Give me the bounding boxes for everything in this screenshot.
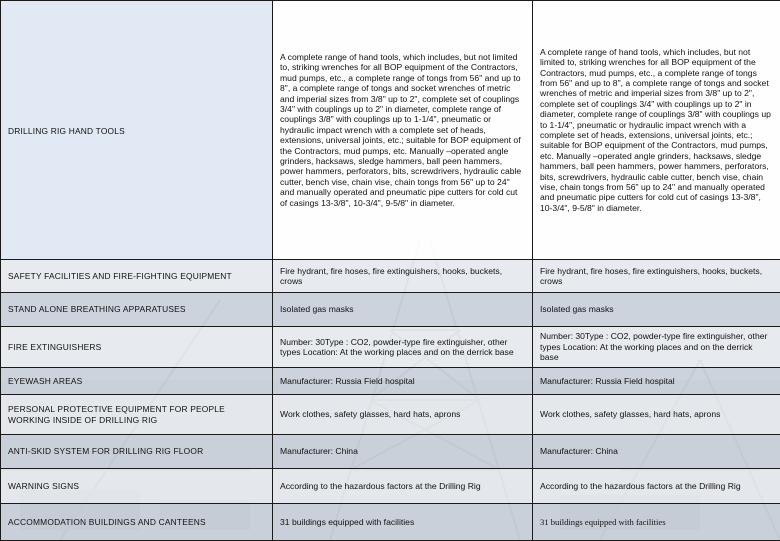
cell-col2: According to the hazardous factors at the Drilling Rig [273,469,533,504]
cell-col3: Number: 30Type : CO2, powder-type fire extinguisher, other types Location: At the working places and on the derrick base [533,327,780,368]
cell-col2: Isolated gas masks [273,293,533,327]
cell-col3: Manufacturer: Russia Field hospital [533,368,780,395]
table-row [1,1,780,260]
cell-col2: Work clothes, safety glasses, hard hats, aprons [273,395,533,435]
table-row [1,395,780,435]
cell-col2: Manufacturer: China [273,435,533,469]
cell-col3: Fire hydrant, fire hoses, fire extinguishers, hooks, buckets, crows [533,260,780,293]
cell-col3: A complete range of hand tools, which includes, but not limited to, striking wrenches for all BOP equipment of the Contractors, mud pumps, etc., a complete range of tongs from 56" and up to 8", a complete range of tongs and socket wrenches of metric and imperial sizes from 3/8" up to 2", complete set of couplings 3/4" with couplings up to 2" in diameter, complete range of couplings 3/8" with couplings up to 1-1/4", pneumatic or hydraulic impact wrench with a complete set of heads, extensions, universal joints, etc.; suitable for BOP equipment of the Contractors, mud pumps, etc. Manually –operated angle grinders, hacksaws, sledge hammers, ball peen hammers, power hammers, perforators, bits, screwdrivers, hydraulic cable cutter, bench vise, chain vise, chain tongs from 56" up to 24" and manually operated and pneumatic pipe cutters for cold cut of casings 13-3/8", 10-3/4", 9-5/8" in diameter. [533,1,780,260]
table-row [1,435,780,469]
row-label: DRILLING RIG HAND TOOLS [1,1,273,260]
table-row [1,293,780,327]
table-row [1,469,780,504]
row-label: ACCOMMODATION BUILDINGS AND CANTEENS [1,504,273,541]
table-row [1,327,780,368]
cell-col2: Number: 30Type : CO2, powder-type fire extinguisher, other types Location: At the working places and on the derrick base [273,327,533,368]
table-row [1,368,780,395]
cell-col3: Isolated gas masks [533,293,780,327]
row-label: EYEWASH AREAS [1,368,273,395]
cell-col2: 31 buildings equipped with facilities [273,504,533,541]
cell-col3: 31 buildings equipped with facilities [533,504,780,541]
row-label: STAND ALONE BREATHING APPARATUSES [1,293,273,327]
row-label: FIRE EXTINGUISHERS [1,327,273,368]
cell-col2: Manufacturer: Russia Field hospital [273,368,533,395]
row-label: SAFETY FACILITIES AND FIRE-FIGHTING EQUIPMENT [1,260,273,293]
cell-col3: Work clothes, safety glasses, hard hats, aprons [533,395,780,435]
row-label: ANTI-SKID SYSTEM FOR DRILLING RIG FLOOR [1,435,273,469]
row-label: PERSONAL PROTECTIVE EQUIPMENT FOR PEOPLE WORKING INSIDE OF DRILLING RIG [1,395,273,435]
cell-col2: Fire hydrant, fire hoses, fire extinguishers, hooks, buckets, crows [273,260,533,293]
cell-col2: A complete range of hand tools, which includes, but not limited to, striking wrenches for all BOP equipment of the Contractors, mud pumps, etc., a complete range of tongs from 56" and up to 8", a complete range of tongs and socket wrenches of metric and imperial sizes from 3/8" up to 2", complete set of couplings 3/4" with couplings up to 2" in diameter, complete range of couplings 3/8" with couplings up to 1-1/4", pneumatic or hydraulic impact wrench with a complete set of heads, extensions, universal joints, etc.; suitable for BOP equipment of the Contractors, mud pumps, etc. Manually –operated angle grinders, hacksaws, sledge hammers, ball peen hammers, power hammers, perforators, bits, screwdrivers, hydraulic cable cutter, bench vise, chain vise, chain tongs from 56" up to 24" and manually operated and pneumatic pipe cutters for cold cut of casings 13-3/8", 10-3/4", 9-5/8" in diameter. [273,1,533,260]
cell-col3: Manufacturer: China [533,435,780,469]
table-row [1,504,780,541]
table-row [1,260,780,293]
cell-col3: According to the hazardous factors at the Drilling Rig [533,469,780,504]
row-label: WARNING SIGNS [1,469,273,504]
